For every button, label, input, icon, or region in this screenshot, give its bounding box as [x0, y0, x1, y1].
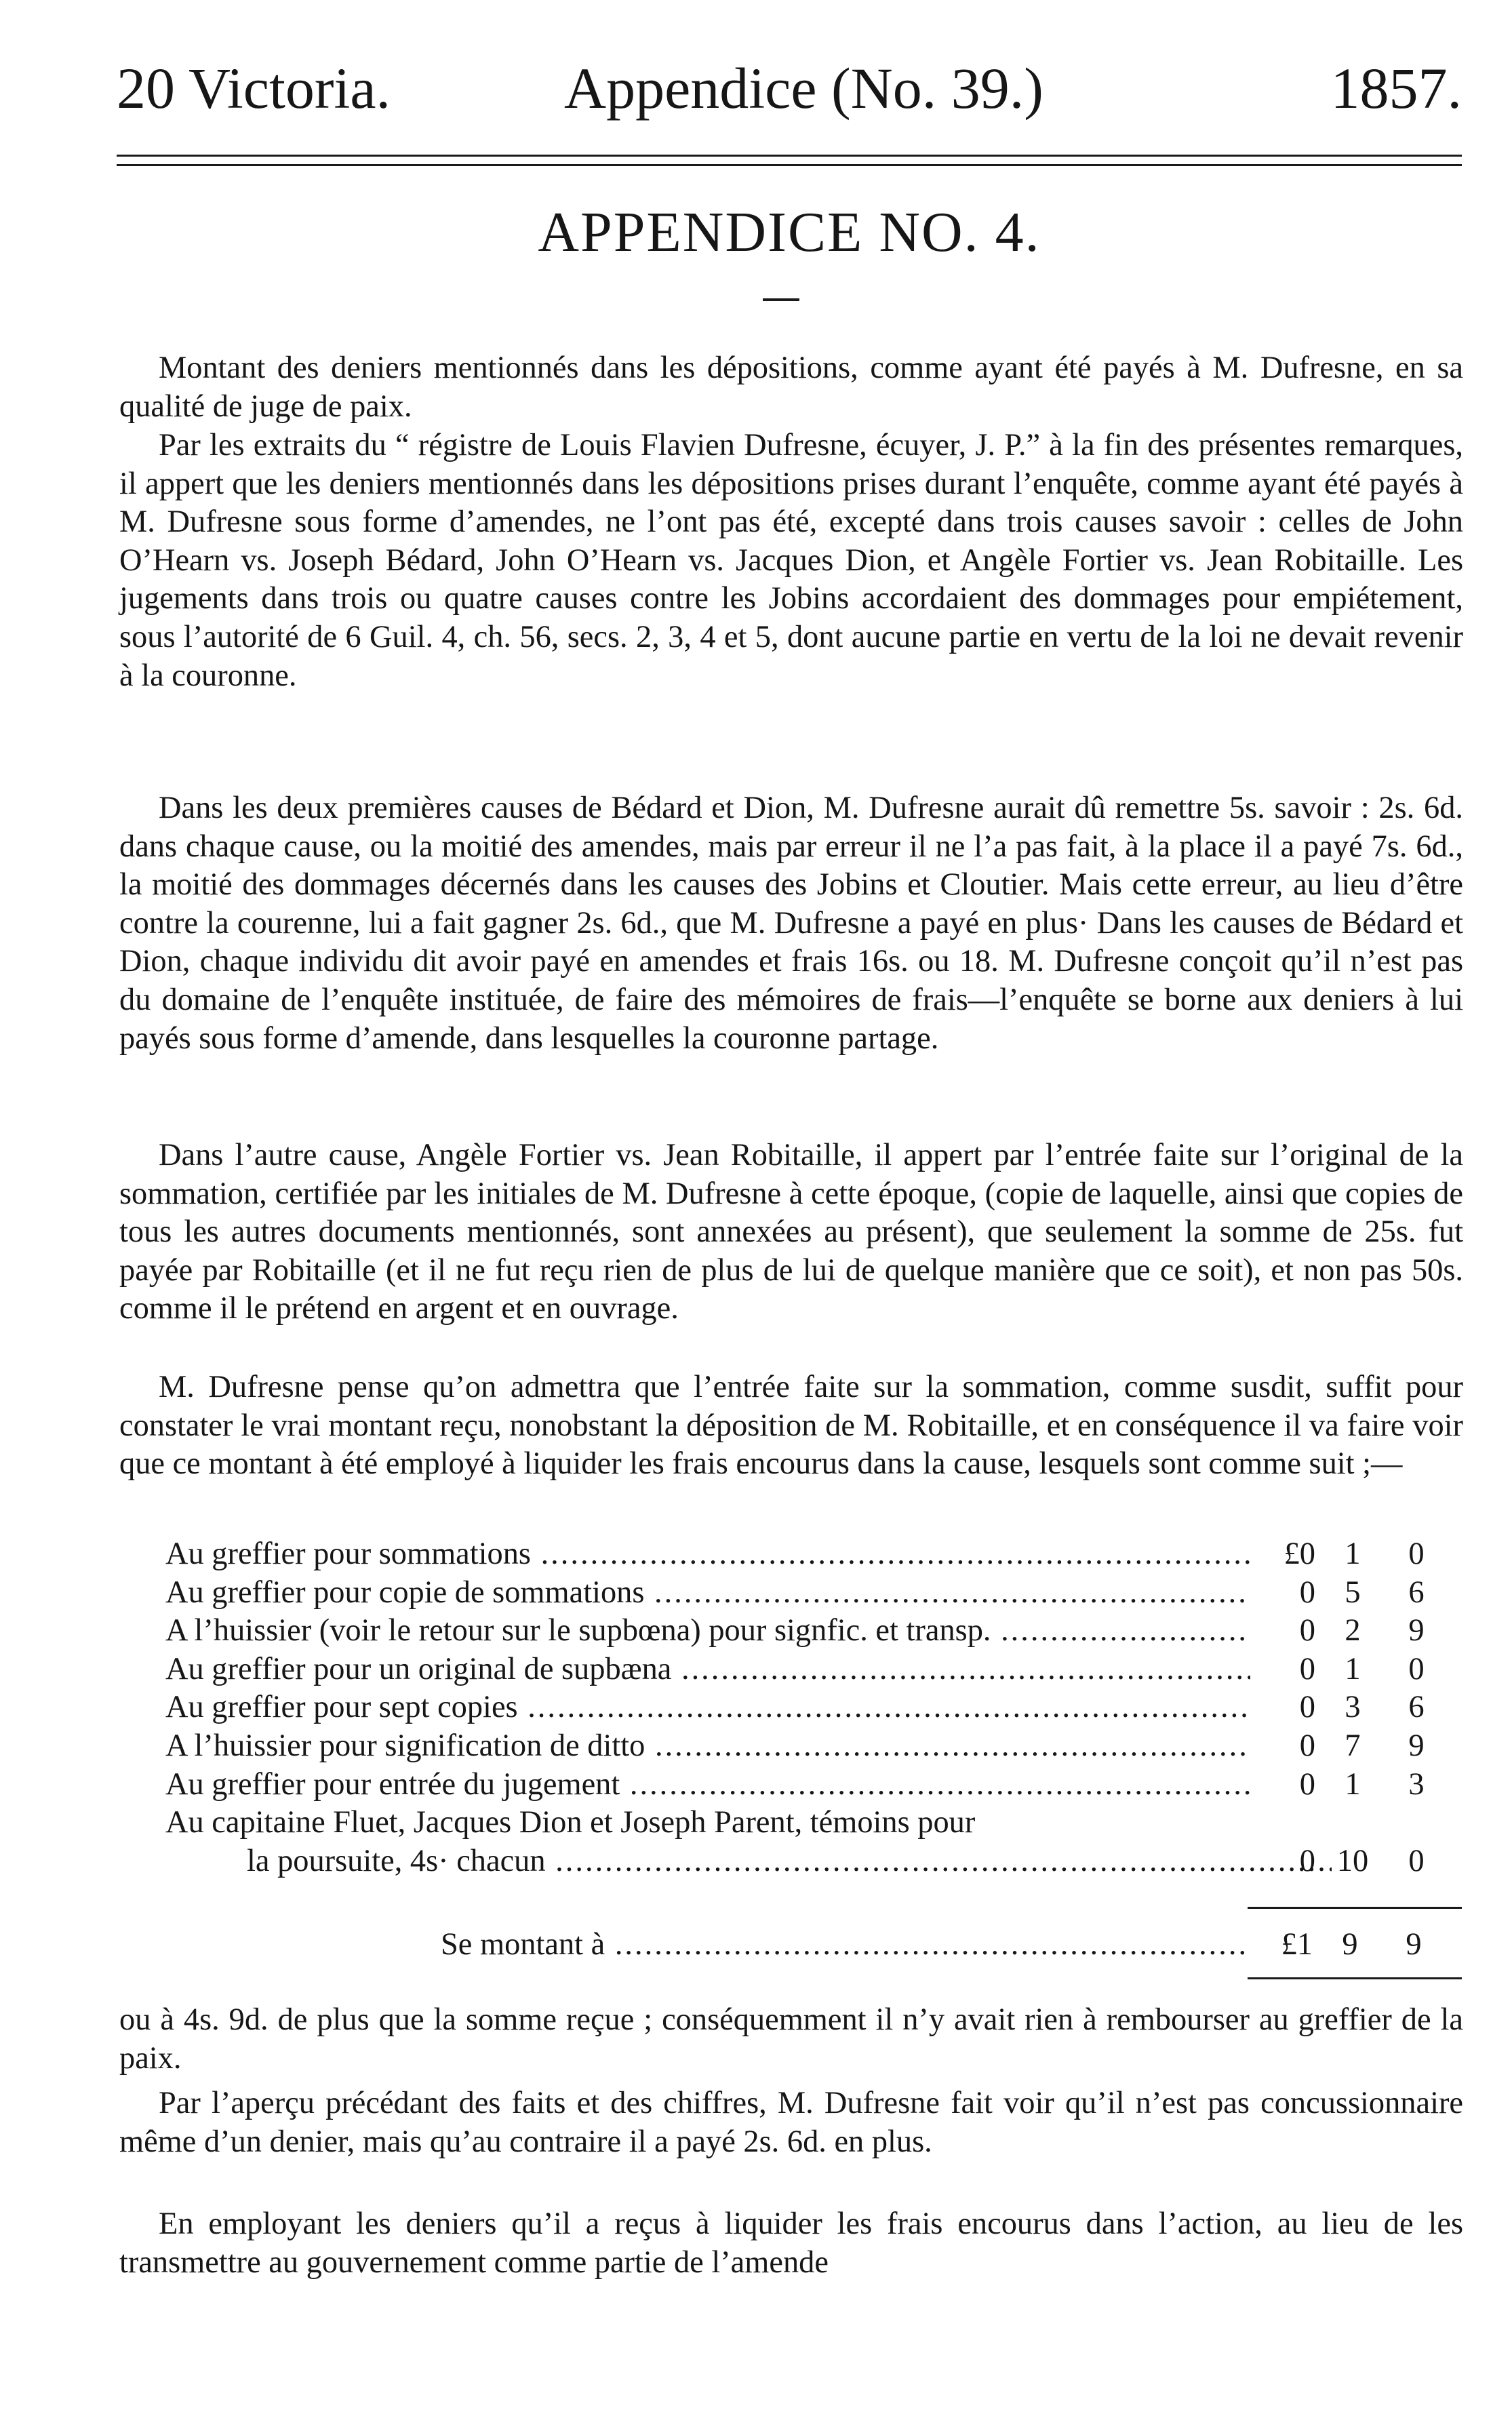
fee-label: Au greffier pour entrée du jugement ..... — [165, 1766, 1250, 1804]
total-rule-bottom — [1248, 1977, 1462, 1979]
fee-pounds: 0 — [1299, 1728, 1315, 1763]
paragraph-employing: En employant les deniers qu’il a reçus à liquider les frais encourus dans l’action, au lieu de les transmettre au gouvernement comme partie de l’amende — [119, 2207, 1463, 2280]
header-appendix-number: Appendice (No. 39.) — [564, 56, 1043, 121]
fee-pounds: 0 — [1299, 1651, 1315, 1686]
paragraph-summons: M. Dufresne pense qu’on admettra que l’entrée faite sur la sommation, comme susdit, suffit pour constater le vrai montant reçu, nonobstant la déposition de M. Robitaille, et en conséquence il va faire voir que ce montant à été employé à liquider les frais encourus dans la cause, lesquels sont comme suit ;— — [119, 1370, 1463, 1482]
fee-shillings: 1 — [1345, 1537, 1361, 1571]
fee-pounds: 0 — [1299, 1766, 1315, 1802]
fee-pence: 9 — [1408, 1728, 1425, 1763]
fee-row — [165, 1612, 1467, 1650]
running-head — [117, 47, 1462, 129]
paragraph-fortier-robitaille: Dans l’autre cause, Angèle Fortier vs. Jean Robitaille, il appert par l’entrée faite sur l’original de la sommation, certifiée par les initiales de M. Dufresne à cette époque, (copie de laquelle, ainsi que copies de tous les autres documents mentionnés, sont annexées au présent), que seulement la somme de 25s. fut payée par Robitaille (et il ne fut reçu rien de plus de lui de quelque manière que ce soit), et non pas 50s. comme il le prétend en argent et en ouvrage. — [119, 1138, 1463, 1326]
fee-label: Au greffier pour sommations ..... — [165, 1535, 1250, 1574]
total-pounds: £1 — [1281, 1927, 1313, 1962]
fee-shillings: 1 — [1345, 1651, 1361, 1686]
fee-row — [165, 1650, 1467, 1689]
fee-label: Au greffier pour sept copies ..... — [165, 1688, 1250, 1727]
fee-label: Au greffier pour copie de sommations ..... — [165, 1574, 1250, 1613]
title-dash — [763, 298, 799, 301]
fee-pounds: 0 — [1299, 1843, 1315, 1878]
fee-pounds: 0 — [1299, 1575, 1315, 1610]
fee-shillings: 5 — [1345, 1575, 1361, 1610]
page-title: APPENDICE NO. 4. — [538, 201, 1041, 264]
total-row — [441, 1924, 1467, 1965]
paragraph-bedard-dion: Dans les deux premières causes de Bédard et Dion, M. Dufresne aurait dû remettre 5s. savoir : 2s. 6d. dans chaque cause, ou la moitié des amendes, mais par erreur il ne l’a pas fait, à la place il a payé 7s. 6d., la moitié des dommages décernés dans les causes des Jobins et Cloutier. Mais cette erreur, au lieu d’être contre la courenne, lui a fait gagner 2s. 6d., que M. Dufresne a payé en plus· Dans les causes de Bédard et Dion, chaque individu dit avoir payé en amendes et frais 16s. ou 18. M. Dufresne conçoit qu’il n’est pas du domaine de l’enquête instituée, de faire des mémoires de frais—l’enquête se borne aux deniers à lui payés sous forme d’amende, dans lesquelles la couronne partage. — [119, 791, 1463, 1056]
total-label: Se montant à ..... — [441, 1924, 1248, 1965]
paragraph-overview: Par l’aperçu précédant des faits et des chiffres, M. Dufresne fait voir qu’il n’est pas concussionnaire même d’un denier, mais qu’au contraire il a payé 2s. 6d. en plus. — [119, 2086, 1463, 2159]
fee-pounds: £0 — [1284, 1537, 1315, 1571]
fee-row — [165, 1842, 1467, 1881]
fee-pence: 6 — [1408, 1575, 1425, 1610]
header-rule-bottom — [117, 164, 1462, 166]
fee-pence: 6 — [1408, 1690, 1425, 1725]
fee-row — [165, 1727, 1467, 1766]
fee-label: Au capitaine Fluet, Jacques Dion et Joseph Parent, témoins pour — [165, 1805, 976, 1840]
total-shillings: 9 — [1342, 1927, 1358, 1962]
total-rule-top — [1248, 1907, 1462, 1909]
paragraph-intro: Montant des deniers mentionnés dans les dépositions, comme ayant été payés à M. Dufresne, en sa qualité de juge de paix. — [119, 351, 1463, 424]
fee-row — [165, 1535, 1467, 1574]
fee-row — [165, 1766, 1467, 1804]
fee-pence: 0 — [1408, 1537, 1425, 1571]
paragraph-surplus: ou à 4s. 9d. de plus que la somme reçue ; conséquemment il n’y avait rien à rembourser au greffier de la paix. — [119, 2002, 1463, 2076]
fee-label: A l’huissier (voir le retour sur le supbœna) pour signfic. et transp. ..... — [165, 1612, 1250, 1650]
fee-pence: 0 — [1408, 1843, 1425, 1878]
fee-pounds: 0 — [1299, 1613, 1315, 1648]
header-session: 20 Victoria. — [117, 56, 391, 121]
fee-shillings: 2 — [1345, 1613, 1361, 1648]
total-pence: 9 — [1406, 1927, 1422, 1962]
fee-shillings: 7 — [1345, 1728, 1361, 1763]
paragraph-register: Par les extraits du “ régistre de Louis Flavien Dufresne, écuyer, J. P.” à la fin des présentes remarques, il appert que les deniers mentionnés dans les dépositions prises durant l’enquête, comme ayant été payés à M. Dufresne sous forme d’amendes, ne l’ont pas été, excepté dans trois causes savoir : celles de John O’Hearn vs. Joseph Bédard, John O’Hearn vs. Jacques Dion, et Angèle Fortier vs. Jean Robitaille. Les jugements dans trois ou quatre causes contre les Jobins accordaient des dommages pour empiétement, sous l’autorité de 6 Guil. 4, ch. 56, secs. 2, 3, 4 et 5, dont aucune partie en vertu de la loi ne devait revenir à la couronne. — [119, 428, 1463, 693]
header-year: 1857. — [1330, 56, 1462, 121]
fee-pence: 3 — [1408, 1766, 1425, 1802]
fee-shillings: 3 — [1345, 1690, 1361, 1725]
fee-label: la poursuite, 4s· chacun ..... — [165, 1842, 1332, 1881]
fee-pounds: 0 — [1299, 1690, 1315, 1725]
fee-pence: 0 — [1408, 1651, 1425, 1686]
fee-row — [165, 1804, 1467, 1842]
fee-row — [165, 1574, 1467, 1613]
fee-label: Au greffier pour un original de supbæna ..... — [165, 1650, 1250, 1689]
fee-table — [165, 1535, 1467, 1880]
header-rule-top — [117, 155, 1462, 157]
fee-pence: 9 — [1408, 1613, 1425, 1648]
fee-shillings: 10 — [1336, 1843, 1369, 1878]
fee-row — [165, 1688, 1467, 1727]
fee-shillings: 1 — [1345, 1766, 1361, 1802]
fee-label: A l’huissier pour signification de ditto ..... — [165, 1727, 1250, 1766]
